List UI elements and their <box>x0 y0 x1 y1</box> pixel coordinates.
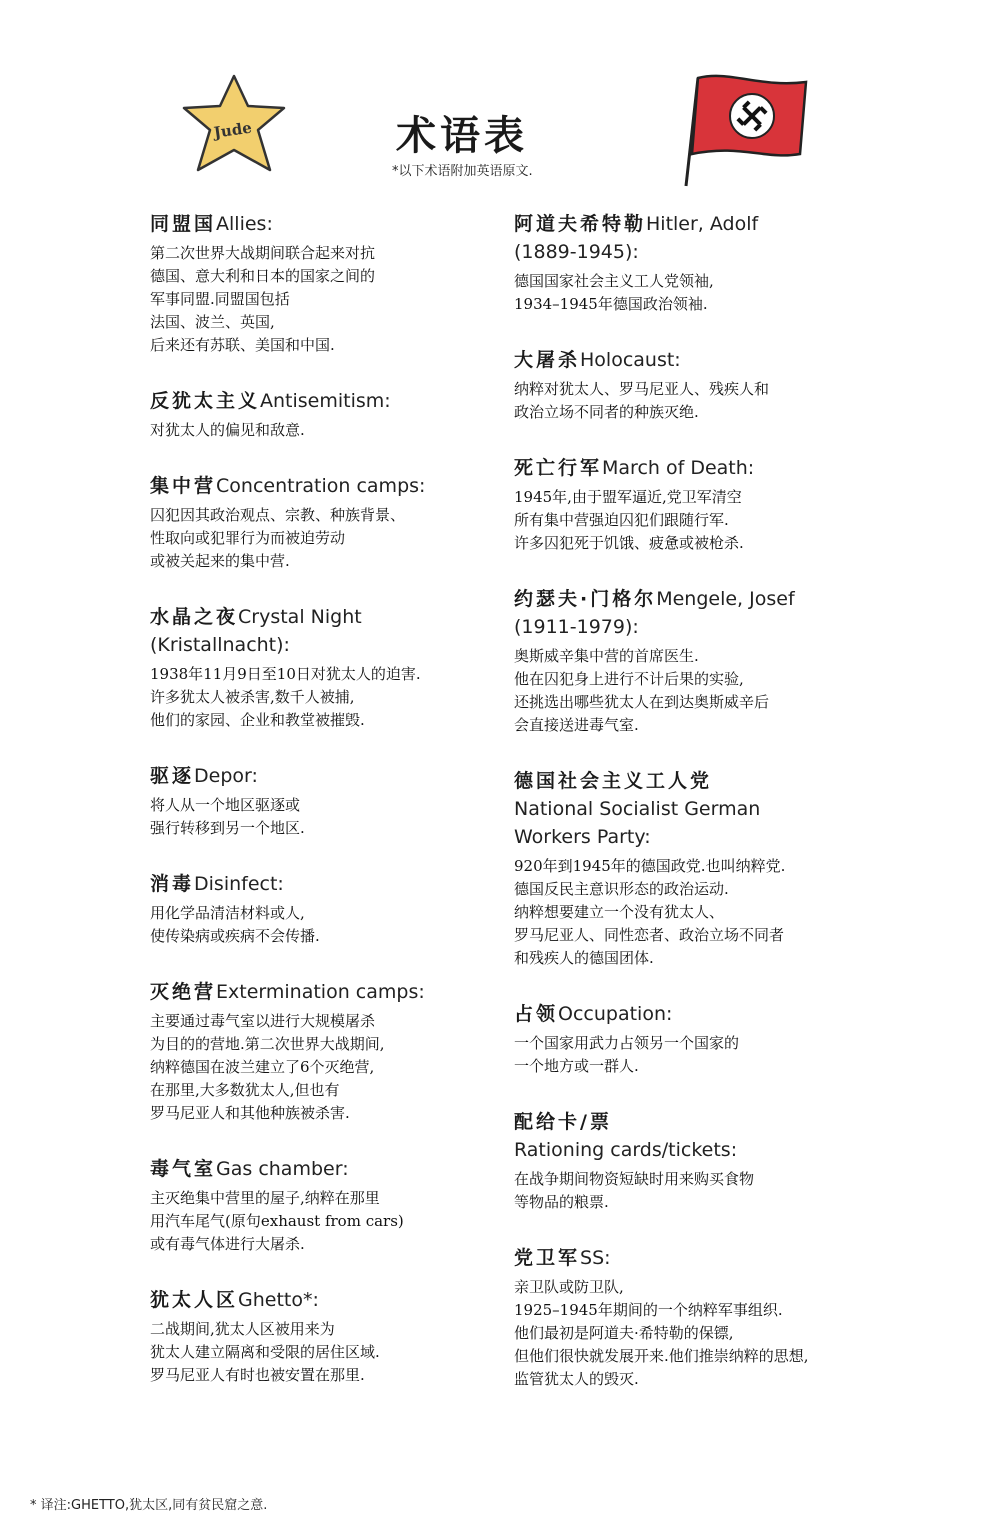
glossary-entry <box>514 1000 894 1078</box>
term-zh: 消毒 <box>150 873 195 895</box>
term-zh: 水晶之夜 <box>150 606 239 628</box>
glossary-entry <box>150 472 510 573</box>
term-en: National Socialist German Workers Party: <box>514 798 761 848</box>
term-heading <box>514 1000 894 1028</box>
term-definition: 在战争期间物资短缺时用来购买食物 等物品的粮票. <box>514 1170 755 1211</box>
glossary-entry <box>514 454 894 555</box>
term-definition: 二战期间,犹太人区被用来为 犹太人建立隔离和受限的居住区域. 罗马尼亚人有时也被安置在那里. <box>150 1320 380 1384</box>
term-heading <box>514 767 894 851</box>
right-column <box>514 210 894 1391</box>
term-heading <box>514 585 894 641</box>
term-zh: 同盟国 <box>150 213 217 235</box>
term-heading <box>150 603 510 659</box>
star-label: Jude <box>212 118 253 142</box>
term-definition: 1938年11月9日至10日对犹太人的迫害. 许多犹太人被杀害,数千人被捕, 他们的家园、企业和教堂被摧毁. <box>150 665 421 729</box>
term-en: Antisemitism: <box>260 390 391 412</box>
term-definition: 奥斯威辛集中营的首席医生. 他在囚犯身上进行不计后果的实验, 还挑选出哪些犹太人在到达奥斯威辛后 会直接送进毒气室. <box>514 647 770 734</box>
term-en: Holocaust: <box>580 349 681 371</box>
glossary-entry <box>150 387 510 442</box>
term-heading <box>150 210 510 238</box>
term-en: Ghetto*: <box>238 1289 319 1311</box>
term-heading <box>514 1108 894 1164</box>
term-en: Extermination camps: <box>216 981 425 1003</box>
page-subtitle: *以下术语附加英语原文. <box>392 164 533 179</box>
term-definition: 第二次世界大战期间联合起来对抗 德国、意大利和日本的国家之间的 军事同盟.同盟国包括 法国、波兰、英国, 后来还有苏联、美国和中国. <box>150 244 376 354</box>
term-en: Concentration camps: <box>216 475 426 497</box>
glossary-entry <box>150 870 510 948</box>
term-zh: 大屠杀 <box>514 349 581 371</box>
term-en: Depor: <box>194 765 258 787</box>
term-zh: 毒气室 <box>150 1158 217 1180</box>
term-en: SS: <box>580 1247 611 1269</box>
term-zh: 占领 <box>514 1003 559 1025</box>
glossary-entry <box>150 603 510 732</box>
term-zh: 驱逐 <box>150 765 195 787</box>
nazi-flag-icon <box>680 66 812 190</box>
term-heading <box>514 1244 894 1272</box>
glossary-entry <box>150 762 510 840</box>
term-zh: 阿道夫希特勒 <box>514 213 647 235</box>
glossary-entry <box>150 210 510 357</box>
glossary-entry <box>514 346 894 424</box>
term-definition: 1945年,由于盟军逼近,党卫军清空 所有集中营强迫囚犯们跟随行军. 许多囚犯死于饥饿、疲惫或被枪杀. <box>514 488 744 552</box>
glossary-entry <box>514 210 894 316</box>
glossary-entry <box>514 1108 894 1214</box>
glossary-entry <box>150 1286 510 1387</box>
term-definition: 主要通过毒气室以进行大规模屠杀 为目的的营地.第二次世界大战期间, 纳粹德国在波兰建立了6个灭绝营, 在那里,大多数犹太人,但也有 罗马尼亚人和其他种族被杀害. <box>150 1012 385 1122</box>
term-zh: 党卫军 <box>514 1247 581 1269</box>
term-heading <box>150 472 510 500</box>
term-zh: 死亡行军 <box>514 457 603 479</box>
term-heading <box>150 1155 510 1183</box>
term-definition: 德国国家社会主义工人党领袖, 1934–1945年德国政治领袖. <box>514 272 714 313</box>
term-heading <box>150 387 510 415</box>
term-zh: 配给卡/票 <box>514 1111 612 1133</box>
term-definition: 一个国家用武力占领另一个国家的 一个地方或一群人. <box>514 1034 740 1075</box>
term-heading <box>514 454 894 482</box>
term-en: Hitler, Adolf (1889-1945): <box>514 213 759 263</box>
left-column <box>150 210 510 1387</box>
glossary-entry <box>150 1155 510 1256</box>
term-definition: 对犹太人的偏见和敌意. <box>150 421 305 439</box>
term-heading <box>150 870 510 898</box>
term-en: March of Death: <box>602 457 755 479</box>
glossary-entry <box>150 978 510 1125</box>
term-en: Rationing cards/tickets: <box>514 1139 738 1161</box>
yellow-star-icon <box>178 72 290 178</box>
term-zh: 灭绝营 <box>150 981 217 1003</box>
term-en: Mengele, Josef (1911-1979): <box>514 588 795 638</box>
term-heading <box>150 762 510 790</box>
footnote: * 译注:GHETTO,犹太区,同有贫民窟之意. <box>30 1498 268 1513</box>
term-definition: 主灭绝集中营里的屋子,纳粹在那里 用汽车尾气(原句exhaust from cars) 或有毒气体进行大屠杀. <box>150 1189 404 1253</box>
term-zh: 犹太人区 <box>150 1289 239 1311</box>
term-definition: 亲卫队或防卫队, 1925–1945年期间的一个纳粹军事组织. 他们最初是阿道夫·希特勒的保镖, 但他们很快就发展开来.他们推崇纳粹的思想, 监管犹太人的毁灭. <box>514 1278 809 1388</box>
glossary-entry <box>514 1244 894 1391</box>
term-en: Disinfect: <box>194 873 284 895</box>
term-en: Occupation: <box>558 1003 673 1025</box>
term-zh: 约瑟夫·门格尔 <box>514 588 657 610</box>
term-heading <box>514 346 894 374</box>
term-heading <box>150 978 510 1006</box>
page-title: 术语表 <box>396 113 528 159</box>
term-heading <box>514 210 894 266</box>
term-en: Gas chamber: <box>216 1158 349 1180</box>
term-definition: 920年到1945年的德国政党.也叫纳粹党. 德国反民主意识形态的政治运动. 纳粹想要建立一个没有犹太人、 罗马尼亚人、同性恋者、政治立场不同者 和残疾人的德国团体. <box>514 857 786 967</box>
term-zh: 反犹太主义 <box>150 390 261 412</box>
glossary-entry <box>514 585 894 737</box>
term-zh: 集中营 <box>150 475 217 497</box>
term-definition: 囚犯因其政治观点、宗教、种族背景、 性取向或犯罪行为而被迫劳动 或被关起来的集中营. <box>150 506 406 570</box>
term-en: Crystal Night (Kristallnacht): <box>150 606 362 656</box>
term-en: Allies: <box>216 213 273 235</box>
term-definition: 用化学品清洁材料或人, 使传染病或疾病不会传播. <box>150 904 320 945</box>
term-definition: 纳粹对犹太人、罗马尼亚人、残疾人和 政治立场不同者的种族灭绝. <box>514 380 770 421</box>
term-heading <box>150 1286 510 1314</box>
term-definition: 将人从一个地区驱逐或 强行转移到另一个地区. <box>150 796 305 837</box>
glossary-entry <box>514 767 894 970</box>
term-zh: 德国社会主义工人党 <box>514 770 713 792</box>
